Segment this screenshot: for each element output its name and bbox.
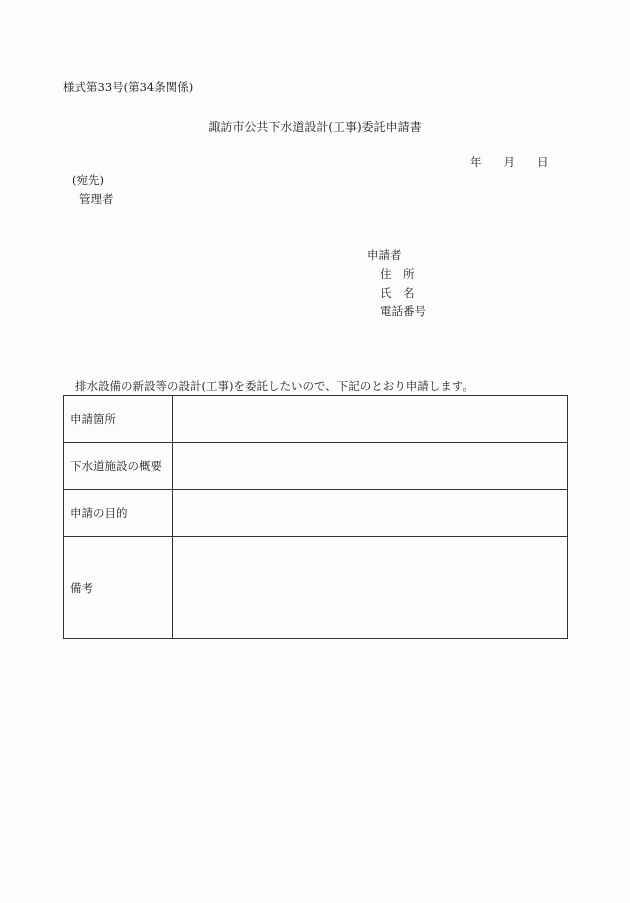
request-form-table bbox=[63, 395, 568, 639]
remarks-label: 備考 bbox=[64, 537, 173, 639]
date-year-label: 年 bbox=[470, 155, 482, 169]
applicant-heading: 申請者 bbox=[367, 248, 402, 262]
table-row bbox=[64, 537, 568, 639]
sewer-facility-overview-field[interactable] bbox=[173, 443, 568, 490]
table-row bbox=[64, 490, 568, 537]
addressee-prefix: (宛先) bbox=[72, 173, 104, 187]
document-title: 諏訪市公共下水道設計(工事)委託申請書 bbox=[208, 120, 422, 134]
applicant-address-label: 住 所 bbox=[380, 267, 415, 281]
table-row bbox=[64, 443, 568, 490]
remarks-field[interactable] bbox=[173, 537, 568, 639]
table-row bbox=[64, 396, 568, 443]
addressee-name: 管理者 bbox=[79, 192, 114, 206]
request-location-label: 申請箇所 bbox=[64, 396, 173, 443]
date-day-label: 日 bbox=[537, 155, 549, 169]
request-location-field[interactable] bbox=[173, 396, 568, 443]
date-line bbox=[470, 157, 549, 169]
sewer-facility-overview-label: 下水道施設の概要 bbox=[64, 443, 173, 490]
request-purpose-label: 申請の目的 bbox=[64, 490, 173, 537]
date-month-label: 月 bbox=[503, 155, 515, 169]
request-purpose-field[interactable] bbox=[173, 490, 568, 537]
applicant-name-label: 氏 名 bbox=[380, 286, 415, 300]
applicant-phone-label: 電話番号 bbox=[380, 304, 426, 318]
form-number: 様式第33号(第34条関係) bbox=[63, 80, 194, 94]
request-intro-text: 排水設備の新設等の設計(工事)を委託したいので、下記のとおり申請します。 bbox=[75, 379, 474, 393]
